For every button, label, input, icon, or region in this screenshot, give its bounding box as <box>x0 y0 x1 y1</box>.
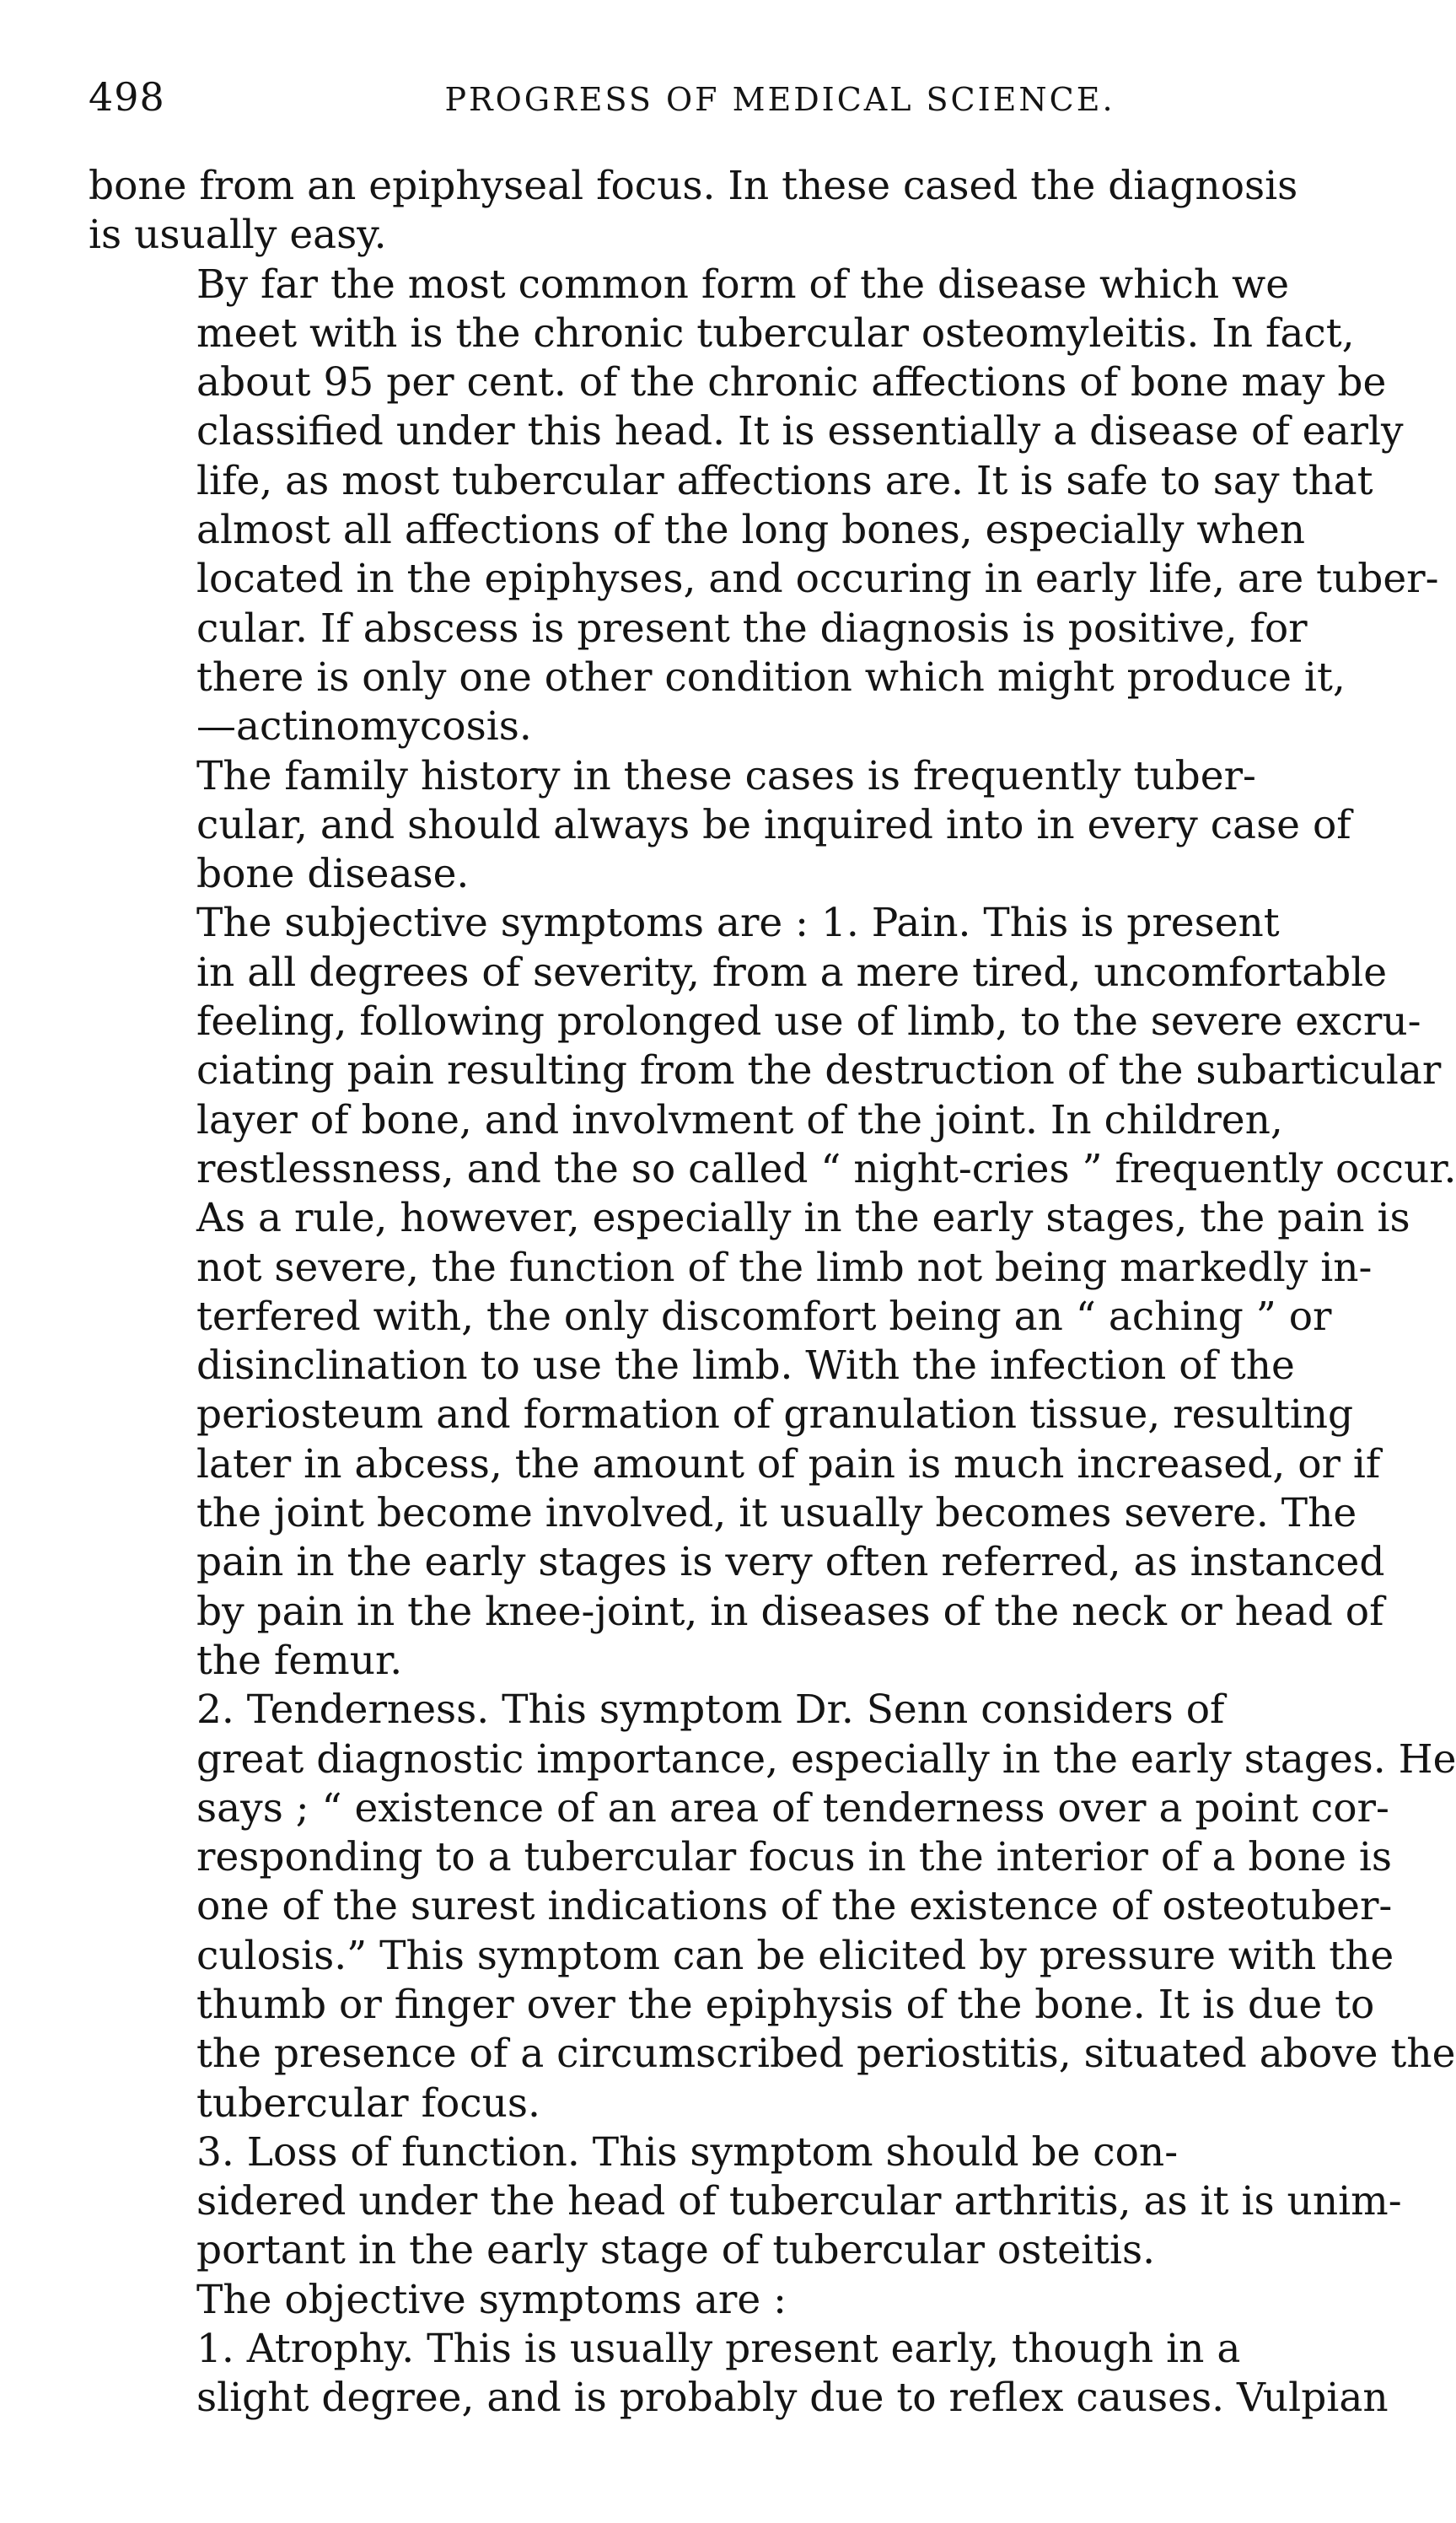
text-line: life, as most tubercular affections are. It is safe to say that <box>196 457 1373 504</box>
text-line: later in abcess, the amount of pain is much increased, or if <box>196 1440 1381 1487</box>
text-line: ciating pain resulting from the destruction of the subarticular <box>196 1047 1442 1095</box>
text-line: almost all affections of the long bones, especially when <box>196 507 1305 554</box>
text-line: feeling, following prolonged use of limb, to the severe excru- <box>196 998 1421 1046</box>
paragraph <box>89 261 1439 752</box>
text-line: bone disease. <box>196 851 470 898</box>
page-header <box>89 74 1370 125</box>
paragraph <box>89 2128 1402 2276</box>
text-line: great diagnostic importance, especially in the early stages. He <box>196 1735 1456 1783</box>
text-line: the joint become involved, it usually becomes severe. The <box>196 1490 1357 1537</box>
text-line: thumb or finger over the epiphysis of the bone. It is due to <box>196 1981 1375 2028</box>
text-line: by pain in the knee-joint, in diseases of the neck or head of <box>196 1588 1384 1635</box>
text-line: meet with is the chronic tubercular osteomyleitis. In fact, <box>196 309 1355 357</box>
text-line: periosteum and formation of granulation tissue, resulting <box>196 1391 1354 1439</box>
text-line: restlessness, and the so called “ night-cries ” frequently occur. <box>196 1145 1456 1192</box>
text-line: —actinomycosis. <box>196 703 532 750</box>
paragraph <box>89 1686 1456 2128</box>
text-line: slight degree, and is probably due to reflex causes. Vulpian <box>196 2375 1389 2422</box>
text-line: says ; “ existence of an area of tenderness over a point cor- <box>196 1784 1389 1832</box>
text-line: pain in the early stages is very often referred, as instanced <box>196 1539 1385 1586</box>
paragraph <box>89 752 1370 900</box>
text-line: not severe, the function of the limb not being markedly in- <box>196 1244 1373 1291</box>
text-line: classified under this head. It is essentially a disease of early <box>196 408 1404 455</box>
text-line: in all degrees of severity, from a mere tired, uncomfortable <box>196 949 1388 996</box>
text-line: sidered under the head of tubercular arthritis, as it is unim- <box>196 2178 1402 2225</box>
text-line: 1. Atrophy. This is usually present early, though in a <box>196 2326 1241 2373</box>
text-line: the femur. <box>196 1637 403 1684</box>
paragraph <box>89 2276 1370 2325</box>
text-line: bone from an epiphyseal focus. In these cased the diagnosis <box>89 163 1298 209</box>
text-line: The subjective symptoms are : 1. Pain. This is present <box>196 900 1280 947</box>
text-line: 3. Loss of function. This symptom should be con- <box>196 2128 1179 2176</box>
text-line: the presence of a circumscribed periostitis, situated above the <box>196 2031 1456 2078</box>
text-line: terfered with, the only discomfort being an “ aching ” or <box>196 1293 1332 1340</box>
running-head: PROGRESS OF MEDICAL SCIENCE. <box>444 81 1115 118</box>
text-line: layer of bone, and involvment of the joint. In children, <box>196 1096 1283 1143</box>
text-line: disinclination to use the limb. With the infection of the <box>196 1342 1295 1390</box>
text-line: cular, and should always be inquired into in every case of <box>196 801 1351 848</box>
text-line: 2. Tenderness. This symptom Dr. Senn considers of <box>196 1686 1225 1734</box>
page-number: 498 <box>89 74 165 120</box>
text-line: responding to a tubercular focus in the interior of a bone is <box>196 1834 1392 1881</box>
text-line: one of the surest indications of the existence of osteotuber- <box>196 1883 1393 1930</box>
text-line: tubercular focus. <box>196 2079 540 2127</box>
text-line: about 95 per cent. of the chronic affections of bone may be <box>196 359 1387 406</box>
paragraph <box>89 2325 1389 2423</box>
paragraph <box>89 162 1370 261</box>
text-line: there is only one other condition which might produce it, <box>196 654 1346 701</box>
text-line: is usually easy. <box>89 212 387 259</box>
paragraph <box>89 899 1456 1686</box>
text-line: The objective symptoms are : <box>196 2276 787 2323</box>
text-line: portant in the early stage of tubercular osteitis. <box>196 2227 1156 2274</box>
body-text <box>89 162 1456 2423</box>
text-line: cular. If abscess is present the diagnosis is positive, for <box>196 605 1308 652</box>
text-line: culosis.” This symptom can be elicited by pressure with the <box>196 1932 1394 1979</box>
text-line: As a rule, however, especially in the early stages, the pain is <box>196 1195 1410 1242</box>
text-line: located in the epiphyses, and occuring in early life, are tuber- <box>196 556 1439 603</box>
text-line: By far the most common form of the disease which we <box>196 261 1290 308</box>
text-line: The family history in these cases is frequently tuber- <box>196 752 1256 799</box>
